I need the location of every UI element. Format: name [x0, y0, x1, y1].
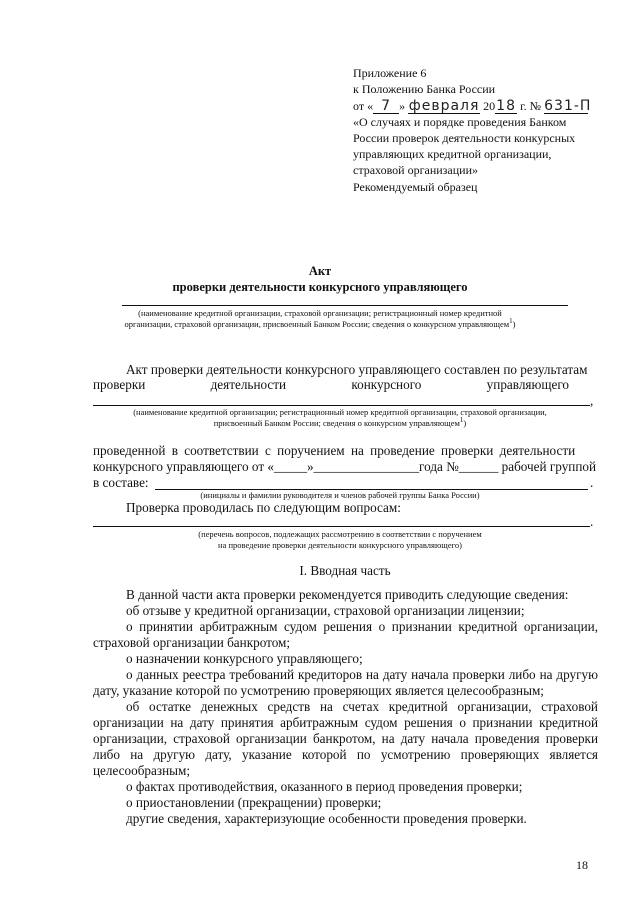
intro-line-4: страховой организации банкротом;	[93, 635, 291, 650]
para2-line2: конкурсного управляющего от «_____»________________года №______ рабочей группой	[93, 459, 597, 474]
intro-line-3: о принятии арбитражным судом решения о признании кредитной организации,	[126, 619, 598, 634]
caption-working-group: (инициалы и фамилии руководителя и членов рабочей группы Банка России)	[200, 490, 480, 500]
para3-end: .	[590, 514, 594, 529]
intro-line-10: организации, страховой организации банкротом, на дату начала проведения проверки	[93, 731, 598, 746]
date-year: 18	[496, 98, 516, 114]
para2-line3-prefix: в составе:	[93, 475, 149, 490]
org-name-blank	[122, 305, 568, 306]
date-mid: »	[399, 99, 406, 113]
section-heading: I. Вводная часть	[299, 563, 391, 578]
regulation-number: 631-П	[544, 98, 592, 114]
para2-line3-end: .	[590, 475, 594, 490]
caption-org-line2: организации, страховой организации, присвоенный Банком России; сведения о конкурсном управляющем$^1$)	[124, 317, 516, 329]
page-number: 18	[576, 858, 588, 872]
date-prefix: от «	[353, 99, 374, 113]
intro-line-9: организации на дату принятия арбитражным судом решения о признании кредитной	[93, 715, 598, 730]
caption-questions-line1: (перечень вопросов, подлежащих рассмотрению в соответствии с поручением	[198, 529, 482, 539]
intro-line-1: В данной части акта проверки рекомендуется приводить следующие сведения:	[126, 587, 569, 602]
regulation-date-line	[353, 98, 592, 114]
regulation-title-line3: управляющих кредитной организации,	[353, 147, 552, 161]
sample-label: Рекомендуемый образец	[353, 180, 478, 194]
date-month: февраля	[408, 98, 480, 114]
para1-comma: ,	[590, 393, 594, 408]
intro-line-5: о назначении конкурсного управляющего;	[126, 651, 363, 666]
para1-blank	[93, 405, 590, 406]
intro-line-8: об остатке денежных средств на счетах кредитной организации, страховой	[126, 699, 598, 714]
intro-line-12: целесообразным;	[93, 763, 191, 778]
regulation-title-line1: «О случаях и порядке проведения Банком	[353, 115, 567, 129]
document-subtitle: проверки деятельности конкурсного управляющего	[172, 280, 468, 294]
regulation-title-line2: России проверок деятельности конкурсных	[353, 131, 576, 145]
para2-line1: проведенной в соответствии с поручением на проведение проверки деятельности	[93, 443, 576, 458]
caption-credit-line1: (наименование кредитной организации; регистрационный номер кредитной организации, страховой организации,	[133, 407, 547, 417]
caption-credit-line2: присвоенный Банком России; сведения о конкурсном управляющем$^1$)	[213, 416, 467, 428]
date-suffix: г. №	[520, 99, 542, 113]
intro-line-11: либо на другую дату, указание которой по усмотрению проверяющих является	[93, 747, 598, 762]
date-day: 7	[373, 99, 399, 114]
questions-blank	[93, 526, 590, 527]
date-year-prefix: 20	[483, 99, 496, 113]
intro-line-14: о приостановлении (прекращении) проверки;	[126, 795, 382, 810]
para3-line1: Проверка проводилась по следующим вопросам:	[126, 500, 401, 515]
intro-line-13: о фактах противодействия, оказанного в период проведения проверки;	[126, 779, 523, 794]
caption-org-line1: (наименование кредитной организации, страховой организации; регистрационный номер кредитной	[138, 308, 502, 318]
para1-line1: Акт проверки деятельности конкурсного управляющего составлен по результатам	[126, 362, 588, 377]
regulation-title-line4: страховой организации»	[353, 163, 479, 177]
intro-line-6: о данных реестра требований кредиторов на дату начала проверки либо на другую	[126, 667, 598, 682]
regulation-reference: к Положению Банка России	[353, 82, 496, 96]
document-title: Акт	[308, 264, 332, 278]
intro-line-7: дату, указание которой по усмотрению проверяющих является целесообразным;	[93, 683, 544, 698]
caption-questions-line2: на проведение проверки деятельности конкурсного управляющего)	[218, 540, 462, 550]
appendix-label: Приложение 6	[353, 66, 427, 80]
intro-line-15: другие сведения, характеризующие особенности проведения проверки.	[126, 811, 527, 826]
para1-line2: проверки деятельности конкурсного управляющего	[93, 377, 569, 392]
intro-line-2: об отзыве у кредитной организации, страховой организации лицензии;	[126, 603, 525, 618]
